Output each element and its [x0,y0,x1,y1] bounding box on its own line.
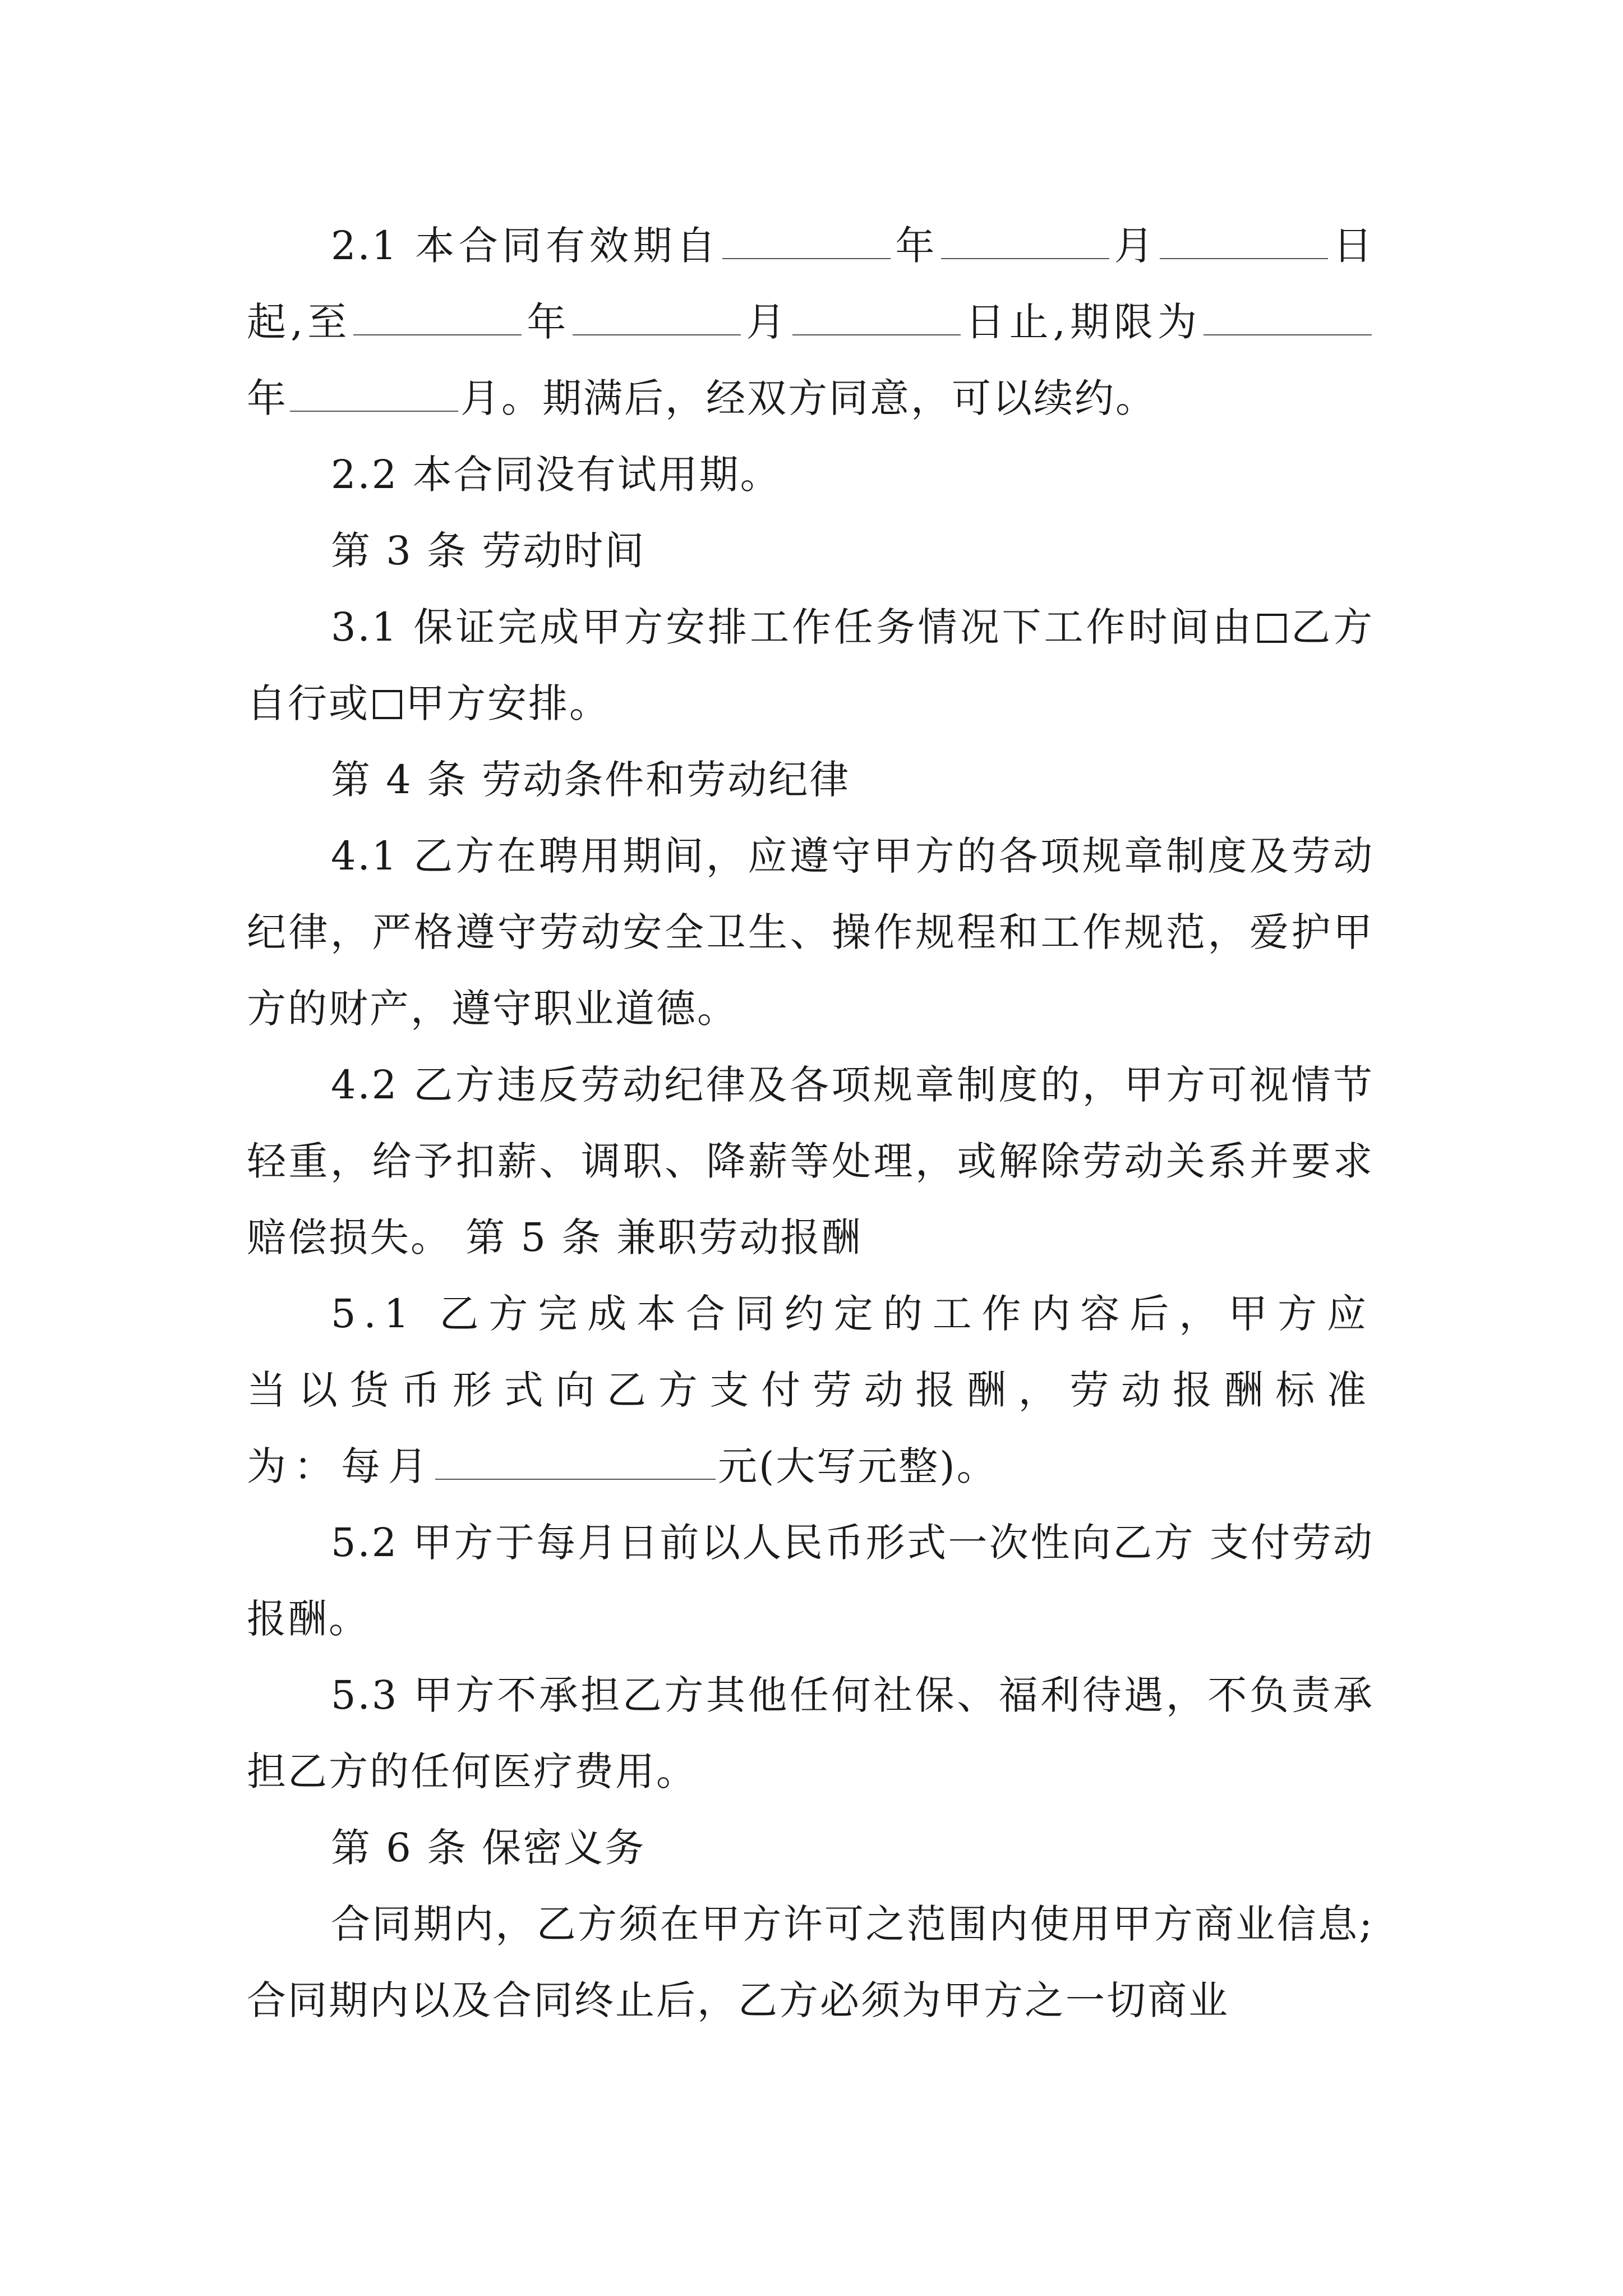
blank-start-month [941,222,1109,259]
clause-5-1-main: 5.1 乙方完成本合同约定的工作内容后，甲方应当以货币形式向乙方支付劳动报酬，劳动报酬标准为：每月 [247,1291,1374,1489]
label-term: 日止,期限为 [962,299,1202,345]
label-year: 年 [524,299,571,345]
label-year: 年 [892,223,939,269]
blank-end-year [353,298,522,335]
blank-end-month [573,298,741,335]
checkbox-icon[interactable] [373,690,402,719]
blank-start-year [722,222,891,259]
clause-4-1: 4.1 乙方在聘用期间，应遵守甲方的各项规章制度及劳动纪律，严格遵守劳动安全卫生、操作规程和工作规范，爱护甲方的财产，遵守职业道德。 [247,833,1374,1032]
clause-5-1 [247,1276,1374,1504]
clause-2-1 [247,208,1374,436]
label-month: 月 [743,299,790,345]
label-until: 起,至 [247,299,352,345]
article-3-heading: 第 3 条 劳动时间 [331,528,646,574]
article-6-text: 合同期内，乙方须在甲方许可之范围内使用甲方商业信息;合同期内以及合同终止后，乙方必须为甲方之一切商业 [247,1901,1374,2023]
clause-3-1 [247,589,1374,742]
clause-5-1-suffix: 元(大写元整)。 [718,1443,998,1489]
label-day: 日 [1330,223,1375,269]
article-4-heading: 第 4 条 劳动条件和劳动纪律 [331,757,851,803]
clause-5-3: 5.3 甲方不承担乙方其他任何社保、福利待遇，不负责承担乙方的任何医疗费用。 [247,1672,1374,1795]
clause-2-1-prefix: 2.1 本合同有效期自 [331,223,720,269]
clause-3-1-prefix: 3.1 保证完成甲方安排工作任务情况下工作时间由 [331,604,1255,650]
blank-start-day [1160,222,1328,259]
document-body [247,208,1374,2039]
clause-4-2: 4.2 乙方违反劳动纪律及各项规章制度的，甲方可视情节轻重，给予扣薪、调职、降薪等处理，或解除劳动关系并要求赔偿损失。 第 5 条 兼职劳动报酬 [247,1062,1374,1260]
clause-2-2: 2.2 本合同没有试用期。 [331,452,781,498]
article-6-heading: 第 6 条 保密义务 [331,1825,646,1871]
blank-end-day [792,298,961,335]
option-self: 乙方自行或 [247,604,1375,726]
checkbox-icon[interactable] [1257,614,1287,643]
blank-monthly-amount [435,1443,716,1480]
label-month: 月 [1112,223,1158,269]
blank-term-years [1204,298,1372,335]
clause-5-2: 5.2 甲方于每月日前以人民币形式一次性向乙方 支付劳动报酬。 [247,1520,1374,1642]
blank-term-months [290,375,458,412]
clause-2-1-suffix: 月。期满后，经双方同意，可以续约。 [460,375,1156,421]
label-year: 年 [247,375,288,421]
option-employer: 甲方安排。 [405,680,610,726]
